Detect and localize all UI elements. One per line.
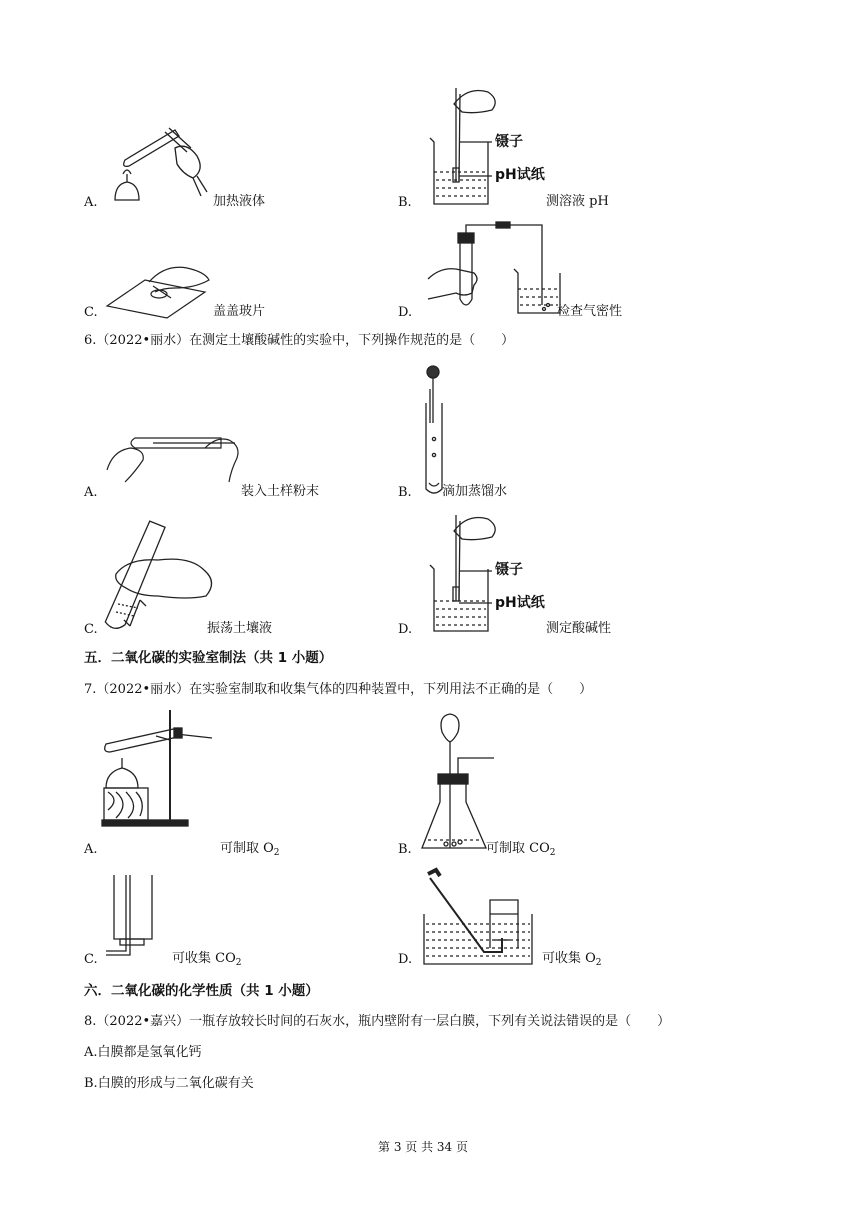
- q7-option-d-text: 可收集 O: [542, 951, 596, 966]
- q7-option-c-caption: [172, 952, 241, 968]
- water-displacement-collection-figure: [424, 868, 534, 968]
- question-8-stem: 8.（2022•嘉兴）一瓶存放较长时间的石灰水，瓶内壁附有一层白膜，下列有关说法错误的是（ ）: [84, 1014, 671, 1029]
- q7-option-a-caption: [220, 842, 280, 858]
- q5-option-b-caption: 测溶液 pH: [546, 194, 609, 209]
- question-7-stem: 7.（2022•丽水）在实验室制取和收集气体的四种装置中，下列用法不正确的是（ ）: [84, 682, 593, 697]
- q7-option-b-letter: B.: [398, 842, 412, 857]
- q6-d-tweezers-label: 镊子: [495, 562, 523, 578]
- q7-option-d-subscript: 2: [595, 958, 602, 968]
- cover-slip-figure: [105, 262, 215, 318]
- q7-option-a-text: 可制取 O: [220, 841, 274, 856]
- section-5-heading: 五．二氧化碳的实验室制法（共 1 小题）: [84, 650, 333, 666]
- q5-option-c-caption: 盖盖玻片: [213, 304, 266, 319]
- q7-option-c-text: 可收集 CO: [172, 951, 236, 966]
- shake-soil-solution-figure: [98, 516, 224, 638]
- q8-option-a-text: 白膜都是氢氧化钙: [97, 1045, 202, 1060]
- q8-option-b-text: 白膜的形成与二氧化碳有关: [97, 1076, 254, 1091]
- q5-b-tweezers-label: 镊子: [495, 134, 523, 150]
- q6-option-d-letter: D.: [398, 622, 413, 637]
- q8-option-a-letter: A.: [84, 1045, 98, 1060]
- q5-option-d-caption: 检查气密性: [557, 304, 623, 319]
- q8-option-b-letter: B.: [84, 1076, 98, 1091]
- q7-option-a-subscript: 2: [273, 848, 280, 858]
- q7-option-c-subscript: 2: [235, 958, 242, 968]
- question-6-stem: 6.（2022•丽水）在测定土壤酸碱性的实验中，下列操作规范的是（ ）: [84, 333, 515, 348]
- q6-option-a-letter: A.: [84, 485, 98, 500]
- q5-option-a-letter: A.: [84, 195, 98, 210]
- q6-option-c-letter: C.: [84, 622, 98, 637]
- section-6-heading: 六．二氧化碳的化学性质（共 1 小题）: [84, 983, 319, 999]
- co2-collection-bottle-figure: [104, 873, 156, 969]
- q8-option-b: [84, 1077, 254, 1090]
- q7-option-d-letter: D.: [398, 952, 413, 967]
- q7-option-b-subscript: 2: [549, 848, 556, 858]
- q5-b-ph-paper-label: pH试纸: [495, 167, 545, 183]
- co2-generation-apparatus-figure: [420, 712, 500, 858]
- q6-option-c-caption: 振荡土壤液: [207, 621, 273, 636]
- q6-option-b-letter: B.: [398, 485, 412, 500]
- q7-option-c-letter: C.: [84, 952, 98, 967]
- q5-option-c-letter: C.: [84, 305, 98, 320]
- q6-d-ph-paper-label: pH试纸: [495, 595, 545, 611]
- load-soil-sample-figure: [105, 432, 245, 486]
- q5-option-a-caption: 加热液体: [213, 194, 266, 209]
- q7-option-b-caption: [486, 842, 555, 858]
- o2-generation-apparatus-figure: [100, 710, 220, 828]
- heating-liquid-figure: [105, 112, 215, 212]
- q6-option-a-caption: 装入土样粉末: [241, 484, 320, 499]
- q6-option-b-caption: 滴加蒸馏水: [442, 484, 508, 499]
- q6-option-d-caption: 测定酸碱性: [546, 621, 612, 636]
- q8-option-a: [84, 1046, 202, 1059]
- air-tightness-check-figure: [426, 219, 566, 319]
- q5-option-d-letter: D.: [398, 305, 413, 320]
- q7-option-a-letter: A.: [84, 842, 98, 857]
- q5-option-b-letter: B.: [398, 195, 412, 210]
- page-footer: 第 3 页 共 34 页: [378, 1140, 468, 1154]
- q7-option-b-text: 可制取 CO: [486, 841, 550, 856]
- add-distilled-water-figure: [420, 363, 450, 498]
- q7-option-d-caption: [542, 952, 602, 968]
